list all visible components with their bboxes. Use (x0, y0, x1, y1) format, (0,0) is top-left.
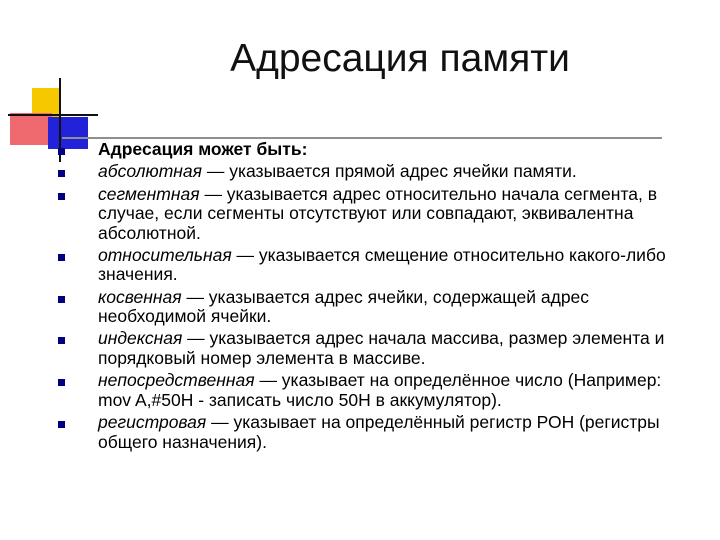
term-text: непосредственная (98, 370, 255, 391)
bullet-icon (58, 379, 65, 386)
bullet-icon (58, 254, 65, 261)
bullet-icon (58, 148, 65, 155)
term-text: индексная (98, 328, 183, 349)
term-text: регистровая (98, 412, 207, 433)
bullet-icon (58, 421, 65, 428)
description-text: — указывается адрес начала массива, размер элемента и порядковый номер элемента в массиве. (98, 328, 665, 368)
term-text: абсолютная (98, 161, 202, 182)
bullet-icon (58, 193, 65, 200)
list-item (58, 371, 698, 410)
description-text: — указывается смещение относительно какого-либо значения. (98, 244, 666, 285)
list-item (58, 413, 698, 452)
bullet-icon (58, 170, 65, 177)
list-item (58, 140, 698, 160)
description-text: — указывается адрес относительно начала сегмента, в случае, если сегменты отсутствуют или совпадают, эквивалентна абсолютной. (98, 183, 658, 243)
term-text: косвенная (98, 286, 182, 307)
bullet-list (58, 140, 698, 455)
term-text: сегментная (98, 183, 200, 204)
description-text: — указывается адрес ячейки, содержащей адрес необходимой ячейки. (98, 286, 590, 327)
lead-text: Адресация может быть: (98, 139, 308, 159)
slide-title: Адресация памяти (230, 37, 570, 80)
bullet-icon (58, 337, 65, 344)
list-item (58, 329, 698, 368)
bullet-icon (58, 296, 65, 303)
red-square (10, 113, 52, 145)
list-item (58, 288, 698, 327)
description-text: — указывает на определённое число (Например: mov A,#50H - записать число 50H в аккумулятор). (98, 370, 662, 410)
term-text: относительная (98, 244, 232, 265)
list-item (58, 185, 698, 244)
list-item (58, 246, 698, 285)
description-text: — указывает на определённый регистр РОН (регистры общего назначения). (98, 412, 660, 452)
list-item (58, 162, 698, 182)
description-text: — указывается прямой адрес ячейки памяти. (202, 161, 577, 182)
